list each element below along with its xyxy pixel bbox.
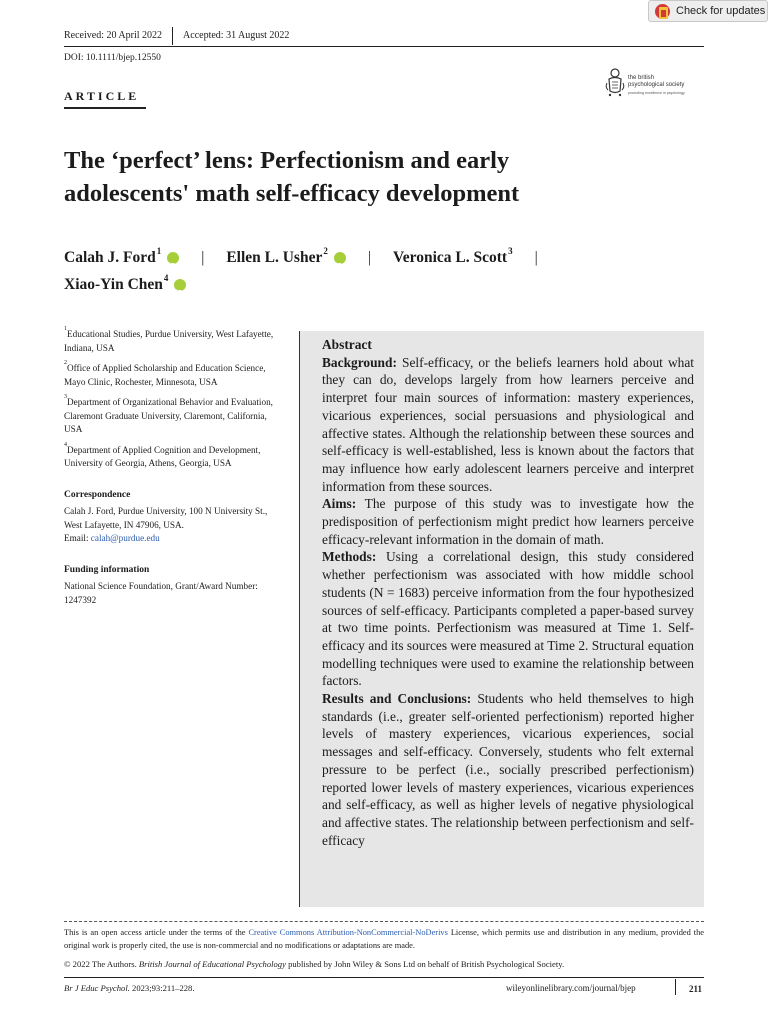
accepted-date: Accepted: 31 August 2022: [183, 30, 290, 41]
journal-citation: [64, 983, 195, 993]
author[interactable]: [64, 244, 179, 271]
article-type-label: ARTICLE: [64, 89, 140, 103]
check-for-updates-button[interactable]: [648, 0, 768, 22]
author-name: Ellen L. Usher: [226, 249, 323, 266]
license-link[interactable]: Creative Commons Attribution-NonCommercial-NoDerivs: [248, 928, 448, 937]
funding-text: National Science Foundation, Grant/Award Number: 1247392: [64, 581, 258, 605]
footnote-divider: [64, 921, 704, 922]
abstract-section-text: Self-efficacy, or the beliefs learners hold about what they can do, develops largely from how learners perceive and interpret four main sources of information: mastery experiences, vicarious experiences, social persuasions and physiological and affective states. Although the relationship between these sources and self-efficacy is well-established, less is known about the factors that may influence how early adolescent learners perceive and interpret information from these sources.: [322, 354, 694, 494]
author-line-1: [64, 244, 704, 271]
abstract-section-label: Background:: [322, 354, 397, 370]
author[interactable]: [226, 244, 346, 271]
email-label: Email:: [64, 533, 91, 544]
correspondence-text: [64, 505, 280, 546]
copyright-prefix: © 2022 The Authors.: [64, 959, 139, 969]
abstract-results: [322, 690, 694, 849]
affiliation: [64, 360, 280, 389]
funding-heading: Funding information: [64, 564, 150, 575]
copyright-journal: British Journal of Educational Psychology: [138, 959, 286, 969]
author-separator: |: [367, 249, 371, 266]
article-type-underline: [64, 107, 146, 109]
author-affiliation-mark: 2: [323, 246, 328, 256]
author-affiliation-mark: 3: [508, 246, 513, 256]
abstract-section-label: Aims:: [322, 496, 357, 512]
author-line-2: [64, 271, 704, 298]
doi: DOI: 10.1111/bjep.12550: [64, 53, 161, 63]
dates-divider: [172, 27, 173, 45]
affiliation-number: 3: [64, 394, 67, 401]
author-affiliation-mark: 1: [156, 246, 162, 256]
affiliation-text: Educational Studies, Purdue University, West Lafayette, Indiana, USA: [64, 329, 274, 353]
author-separator: |: [534, 249, 538, 266]
abstract-section-label: Methods:: [322, 549, 377, 565]
affiliation: [64, 326, 280, 355]
bps-logo: [604, 67, 708, 101]
article-sidebar: [64, 326, 280, 607]
abstract-section-text: Using a correlational design, this study considered whether perfectionism was associated with how middle school students (N = 1683) perceive information from the four hypothesized sources of self-efficacy. Participants completed a paper-based survey at two time points. Perfectionism was measured at Time 1. Self-efficacy and its sources were measured at Time 2. Structural equation modelling techniques were used to examine the relationship between factors.: [322, 549, 694, 689]
copyright-notice: [64, 958, 704, 970]
article-title: [64, 144, 684, 210]
author-name: Calah J. Ford: [64, 249, 156, 266]
correspondence-address: Calah J. Ford, Purdue University, 100 N University St., West Lafayette, IN 47906, USA.: [64, 506, 268, 530]
bps-logo-tagline: promoting excellence in psychology: [628, 91, 685, 95]
email-link[interactable]: calah@purdue.edu: [90, 533, 160, 544]
abstract-aims: [322, 495, 694, 548]
footer-divider: [675, 979, 676, 995]
affiliation-text: Office of Applied Scholarship and Education Science, Mayo Clinic, Rochester, Minnesota, USA: [64, 363, 266, 387]
bps-logo-icon: [604, 67, 626, 97]
affiliation-number: 4: [64, 441, 67, 448]
orcid-icon[interactable]: [174, 279, 186, 291]
citation-journal: Br J Educ Psychol.: [64, 983, 130, 993]
abstract-section-text: The purpose of this study was to investigate how the predisposition of perfectionism might predict how learners perceive efficacy-relevant information in the domain of math.: [322, 496, 694, 547]
page-number: 211: [689, 984, 703, 994]
bps-logo-text: [628, 75, 684, 88]
author-affiliation-mark: 4: [163, 273, 169, 283]
license-notice: [64, 927, 704, 952]
abstract-section-label: Results and Conclusions:: [322, 691, 472, 707]
author-list: [64, 244, 704, 298]
affiliation-text: Department of Applied Cognition and Development, University of Georgia, Athens, Georgia, USA: [64, 444, 261, 469]
header-rule: [64, 46, 704, 47]
bps-logo-line1: the british: [628, 75, 655, 81]
affiliation-text: Department of Organizational Behavior and Evaluation, Claremont Graduate University, Claremont, California, USA: [64, 397, 273, 435]
abstract-heading: Abstract: [322, 337, 372, 352]
citation-volume: 2023;93:211–228.: [129, 983, 195, 993]
abstract-methods: [322, 548, 694, 690]
bps-logo-line2: psychological society: [628, 81, 685, 88]
affiliation: [64, 394, 280, 437]
affiliation-number: 1: [64, 326, 67, 332]
bookmark-update-icon: [655, 4, 670, 19]
abstract-background: [322, 354, 694, 496]
title-line-2: adolescents' math self-efficacy development: [64, 180, 520, 207]
author[interactable]: [64, 271, 186, 298]
author-separator: |: [201, 249, 205, 266]
license-suffix: License, which permits use and distribution in any medium, provided the original work is properly cited, the use is non-commercial and no modifications or adaptations are made.: [64, 928, 704, 950]
author[interactable]: [393, 244, 513, 271]
affiliation-number: 2: [64, 360, 67, 367]
dates-row: [64, 30, 289, 45]
abstract-section-text: Students who held themselves to high standards (i.e., greater self-oriented perfectionism) reported higher levels of mastery experiences, vicarious experiences, social messages and self-efficacy. Conversely, students who felt external pressure to be perfect (i.e., socially prescribed perfectionism) reported lower levels of mastery experiences, vicarious experiences and self-efficacy, as well as higher levels of negative physiological and affective states. The relationship between perfectionism and self-efficacy: [322, 691, 694, 848]
footer-rule: [64, 977, 704, 978]
correspondence-heading: Correspondence: [64, 489, 131, 500]
received-date: Received: 20 April 2022: [64, 30, 163, 41]
check-for-updates-label: Check for updates: [676, 5, 766, 17]
journal-url[interactable]: wileyonlinelibrary.com/journal/bjep: [506, 983, 636, 993]
orcid-icon[interactable]: [334, 252, 346, 264]
copyright-suffix: published by John Wiley & Sons Ltd on behalf of British Psychological Society.: [285, 959, 565, 969]
affiliation: [64, 442, 280, 471]
license-prefix: This is an open access article under the terms of the: [64, 928, 249, 937]
author-name: Veronica L. Scott: [392, 249, 508, 266]
title-line-1: The ‘perfect’ lens: Perfectionism and early: [64, 147, 510, 174]
orcid-icon[interactable]: [167, 252, 179, 264]
abstract-content: [322, 336, 694, 849]
abstract-box: [299, 331, 704, 907]
author-name: Xiao-Yin Chen: [64, 276, 163, 293]
